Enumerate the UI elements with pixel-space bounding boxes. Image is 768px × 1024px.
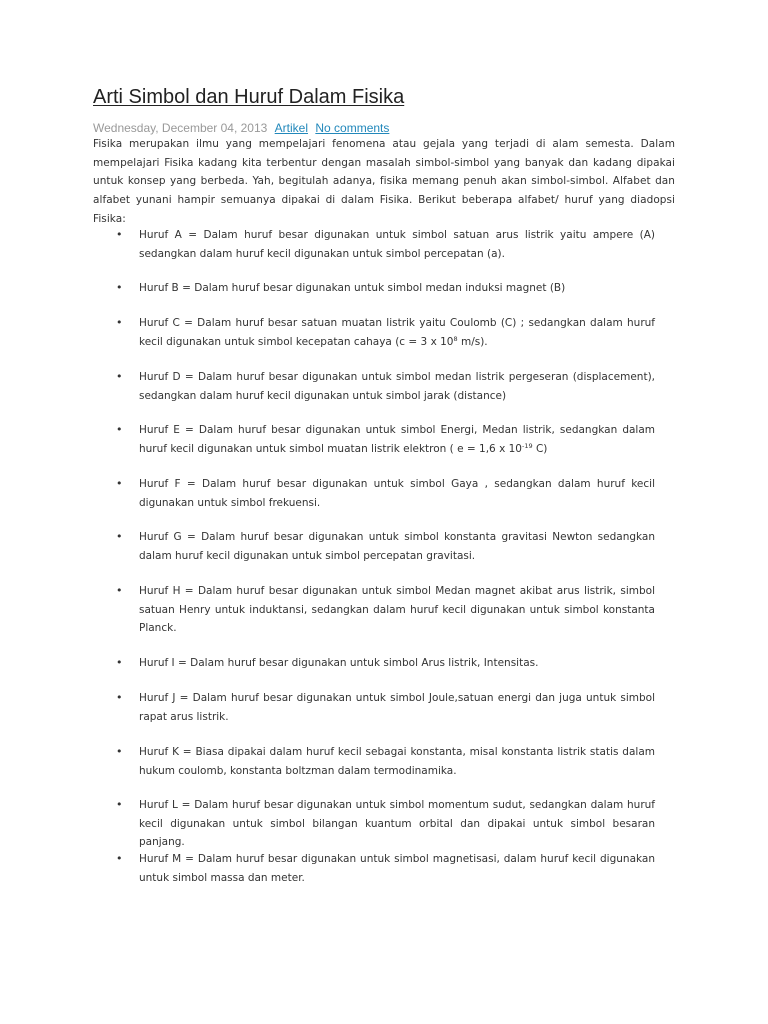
bullet-dot: • [116,798,123,811]
list-item [116,582,655,638]
comments-link[interactable]: No comments [315,121,390,135]
list-item-text-after: m/s). [457,335,488,348]
bullet-dot: • [116,423,123,436]
list-item [116,654,655,673]
bullet-dot: • [116,530,123,543]
list-item [116,421,655,458]
list-item [116,743,655,780]
list-item [116,368,655,405]
post-meta [93,121,389,135]
list-item-text: Huruf A = Dalam huruf besar digunakan untuk simbol satuan arus listrik yaitu ampere (A) sedangkan dalam huruf kecil digunakan untuk simbol percepatan (a). [139,229,655,260]
list-item-text: Huruf L = Dalam huruf besar digunakan untuk simbol momentum sudut, sedangkan dalam huruf kecil digunakan untuk simbol bilangan kuantum orbital dan dipakai untuk simbol besaran panjang. [139,799,655,849]
bullet-dot: • [116,316,123,329]
bullet-dot: • [116,691,123,704]
list-item [116,314,655,351]
list-item [116,689,655,726]
list-item-text: Huruf H = Dalam huruf besar digunakan untuk simbol Medan magnet akibat arus listrik, simbol satuan Henry untuk induktansi, sedangkan dalam huruf kecil digunakan untuk simbol konstanta Planck. [139,585,655,635]
list-item [116,528,655,565]
list-item-superscript: -19 [522,441,533,450]
list-item [116,226,655,263]
list-item-text: Huruf E = Dalam huruf besar digunakan untuk simbol Energi, Medan listrik, sedangkan dalam huruf kecil digunakan untuk simbol muatan listrik elektron ( e = 1,6 x 10 [139,424,655,455]
bullet-dot: • [116,281,123,294]
bullet-dot: • [116,477,123,490]
bullet-dot: • [116,584,123,597]
bullet-dot: • [116,656,123,669]
post-title[interactable]: Arti Simbol dan Huruf Dalam Fisika [93,86,405,108]
list-item-text: Huruf J = Dalam huruf besar digunakan untuk simbol Joule,satuan energi dan juga untuk simbol rapat arus listrik. [139,692,655,723]
list-item-text: Huruf M = Dalam huruf besar digunakan untuk simbol magnetisasi, dalam huruf kecil digunakan untuk simbol massa dan meter. [139,853,655,884]
list-item-text: Huruf C = Dalam huruf besar satuan muatan listrik yaitu Coulomb (C) ; sedangkan dalam huruf kecil digunakan untuk simbol kecepatan cahaya (c = 3 x 10 [139,317,655,348]
list-item-text: Huruf B = Dalam huruf besar digunakan untuk simbol medan induksi magnet (B) [139,282,566,294]
list-item-text: Huruf I = Dalam huruf besar digunakan untuk simbol Arus listrik, Intensitas. [139,657,539,669]
list-item-text-after: C) [532,442,548,455]
list-item-text: Huruf D = Dalam huruf besar digunakan untuk simbol medan listrik pergeseran (displacement), sedangkan dalam huruf kecil digunakan untuk simbol jarak (distance) [139,371,655,402]
list-item [116,475,655,512]
list-item [116,850,655,887]
intro-paragraph: Fisika merupakan ilmu yang mempelajari fenomena atau gejala yang terjadi di alam semesta. Dalam mempelajari Fisika kadang kita terbentur dengan masalah simbol-simbol yang banyak dan kadang dipakai untuk konsep yang berbeda. Yah, begitulah adanya, fisika memang penuh akan simbol-simbol. Alfabet dan alfabet yunani hampir semuanya dipakai di dalam Fisika. Berikut beberapa alfabet/ huruf yang diadopsi Fisika: [93,138,675,225]
list-item-superscript: 8 [453,334,458,343]
bullet-dot: • [116,745,123,758]
list-item [116,279,655,298]
list-item-text: Huruf K = Biasa dipakai dalam huruf kecil sebagai konstanta, misal konstanta listrik statis dalam hukum coulomb, konstanta boltzman dalam termodinamika. [139,746,655,777]
category-link[interactable]: Artikel [274,121,309,135]
bullet-dot: • [116,852,123,865]
list-item [116,796,655,852]
bullet-dot: • [116,228,123,241]
list-item-text: Huruf G = Dalam huruf besar digunakan untuk simbol konstanta gravitasi Newton sedangkan dalam huruf kecil digunakan untuk simbol percepatan gravitasi. [139,531,655,562]
list-item-text: Huruf F = Dalam huruf besar digunakan untuk simbol Gaya , sedangkan dalam huruf kecil digunakan untuk simbol frekuensi. [139,478,655,509]
post-date: Wednesday, December 04, 2013 [93,121,268,135]
bullet-dot: • [116,370,123,383]
